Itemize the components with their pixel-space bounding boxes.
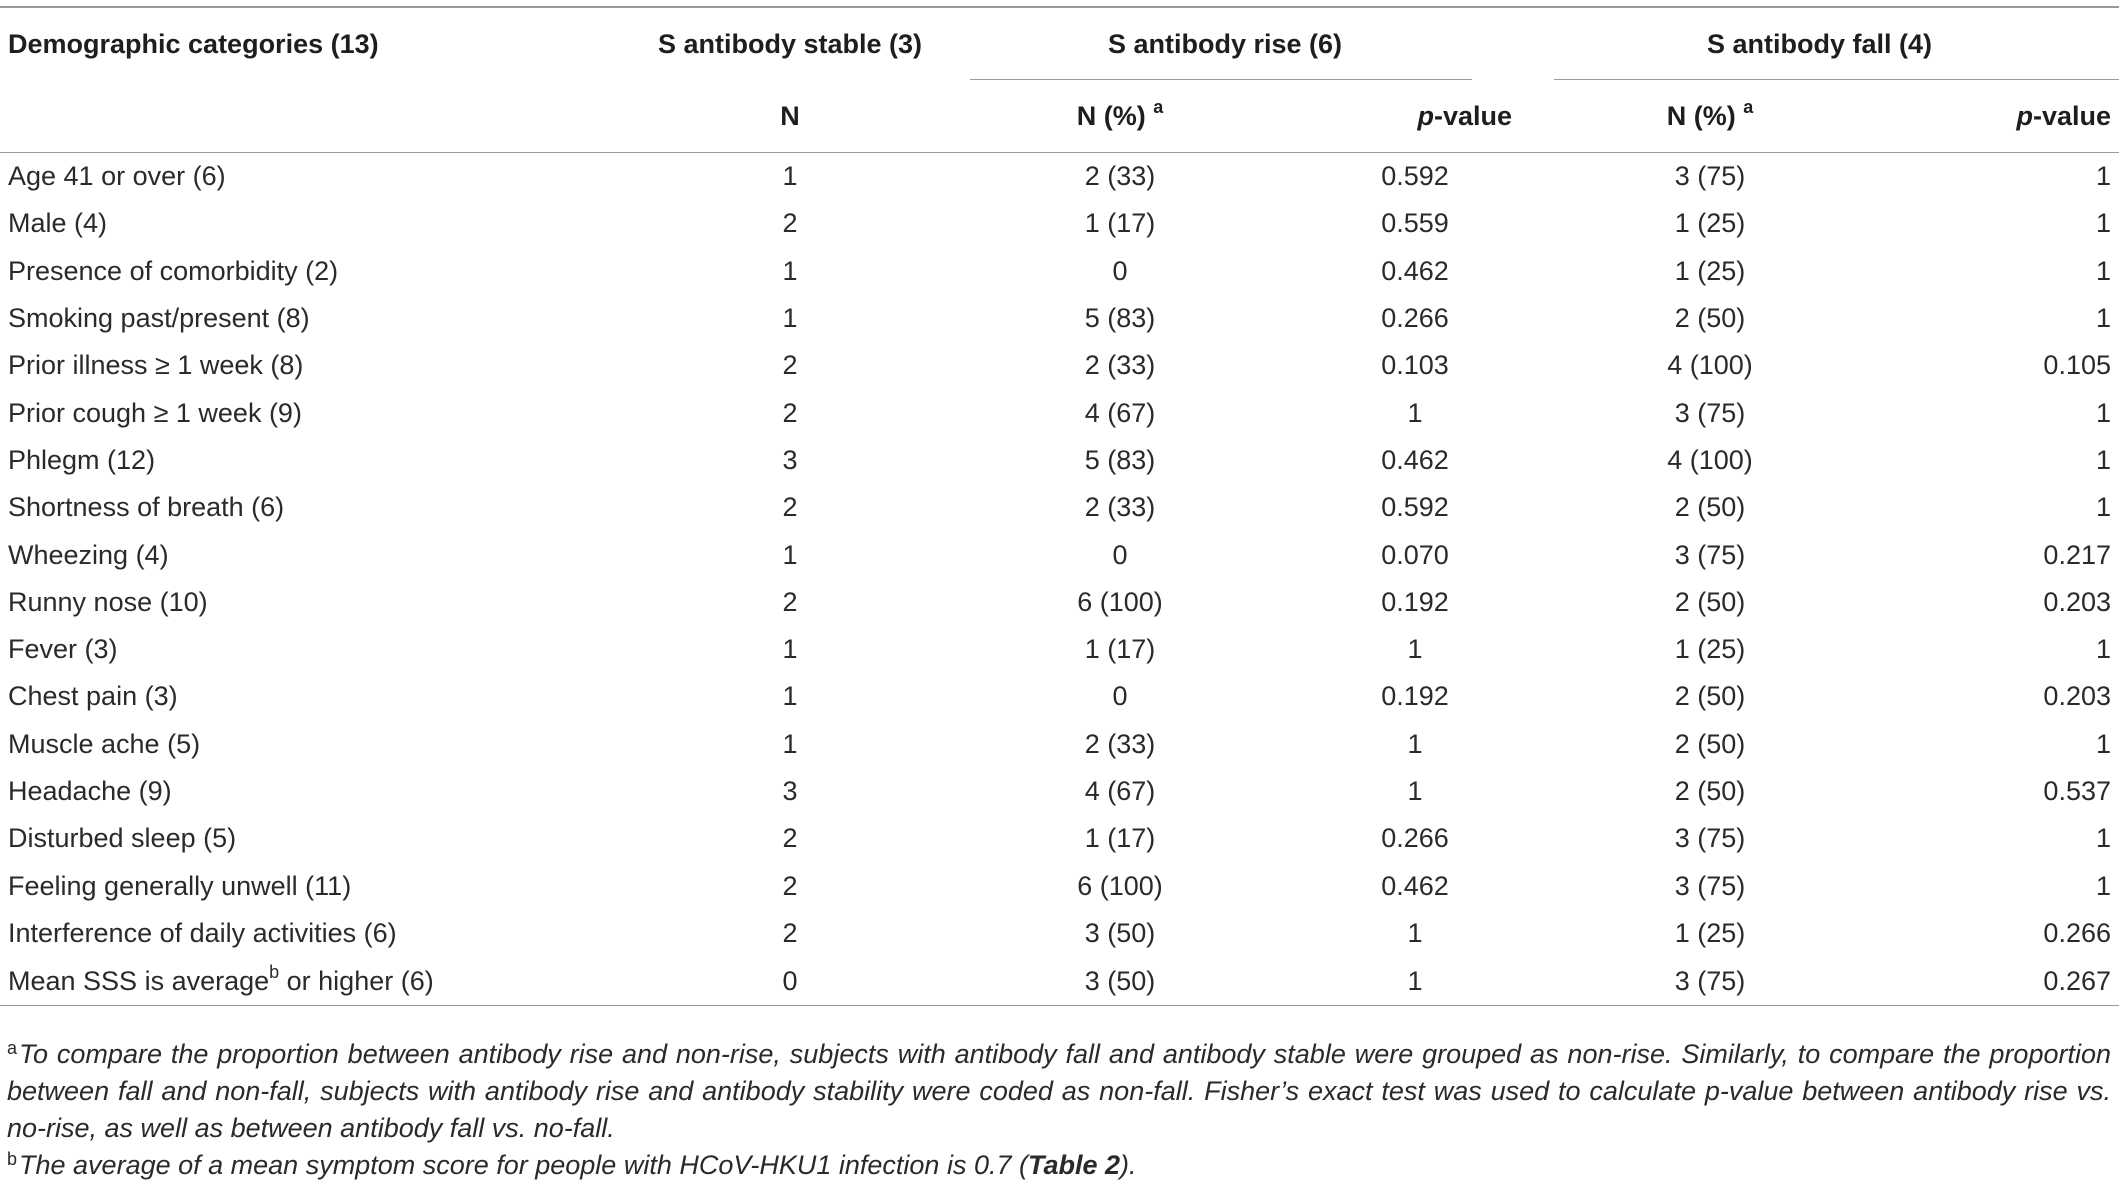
p-italic: p: [2016, 100, 2033, 131]
cell-fall-p-value: 0.203: [2043, 681, 2111, 712]
subheader-rise-p-value: [1310, 80, 1520, 153]
cell-stable-n: 1: [782, 634, 798, 665]
table-body: [0, 153, 2119, 1006]
footnote-marker-b: b: [269, 961, 280, 982]
cell-rise-n-pct: 1 (17): [1084, 634, 1156, 665]
cell-fall-p-value: 1: [2095, 208, 2111, 239]
footnote-a: [7, 1036, 2111, 1147]
cell-fall-p-value: 0.537: [2043, 776, 2111, 806]
cell-rise-p-value: 0.266: [1381, 823, 1449, 854]
cell-fall-n-pct: 2 (50): [1674, 586, 1746, 617]
subheader-rise-n-pct: [930, 80, 1310, 153]
row-label: Chest pain (3): [8, 681, 178, 712]
row-label-text: Mean SSS is average: [8, 965, 270, 996]
table-footnotes: [7, 1036, 2111, 1184]
cell-rise-p-value: 0.266: [1381, 303, 1449, 334]
cell-fall-n-pct: 4 (100): [1667, 444, 1753, 475]
cell-fall-p-value: 1: [2095, 823, 2111, 854]
row-label: Disturbed sleep (5): [8, 823, 237, 854]
header-antibody-fall-label: S antibody fall (4): [1706, 28, 1933, 59]
cell-stable-n: 1: [782, 681, 798, 712]
cell-stable-n: 1: [782, 255, 798, 286]
header-antibody-rise-label: S antibody rise (6): [1107, 28, 1343, 59]
cell-fall-n-pct: 2 (50): [1674, 492, 1746, 523]
cell-fall-p-value: 0.266: [2043, 917, 2111, 948]
table-row: [0, 626, 2119, 673]
table-row-last: [0, 957, 2119, 1006]
row-label: Smoking past/present (8): [8, 303, 310, 334]
row-label: Fever (3): [8, 634, 118, 665]
cell-fall-p-value: 1: [2095, 728, 2111, 759]
footnote-marker-a: a: [1743, 96, 1754, 117]
subheader-fall-n-pct: [1520, 80, 1900, 153]
footnote-b-text: The average of a mean symptom score for people with HCoV-HKU1 infection is 0.7 (: [19, 1150, 1028, 1180]
cell-rise-n-pct: 2 (33): [1084, 728, 1156, 759]
cell-fall-p-value: 1: [2095, 444, 2111, 475]
cell-stable-n: 1: [782, 728, 798, 759]
table-row: [0, 200, 2119, 247]
cell-rise-n-pct: 1 (17): [1084, 823, 1156, 854]
table-row: [0, 815, 2119, 862]
cell-rise-n-pct: 6 (100): [1077, 870, 1163, 901]
header-antibody-fall: [1520, 7, 2119, 80]
row-label: Prior illness ≥ 1 week (8): [8, 350, 304, 381]
cell-stable-n: 1: [782, 303, 798, 334]
cell-fall-p-value: 1: [2095, 397, 2111, 428]
cell-rise-n-pct: 1 (17): [1084, 208, 1156, 239]
table-row: [0, 862, 2119, 909]
cell-stable-n: 1: [782, 161, 798, 192]
cell-fall-n-pct: 3 (75): [1674, 823, 1746, 854]
cell-rise-p-value: 0.592: [1381, 492, 1449, 523]
cell-rise-p-value: 1: [1407, 776, 1423, 806]
cell-rise-p-value: 0.592: [1381, 161, 1449, 192]
subheader-rise-n-pct-label: N (%): [1076, 100, 1146, 131]
table-row: [0, 484, 2119, 531]
cell-rise-p-value: 0.103: [1381, 350, 1449, 381]
row-label-text-rest: or higher (6): [279, 965, 434, 996]
cell-rise-p-value: 1: [1407, 397, 1423, 428]
table-row: [0, 437, 2119, 484]
row-label: Presence of comorbidity (2): [8, 255, 339, 286]
table-row: [0, 295, 2119, 342]
row-label: Wheezing (4): [8, 539, 169, 570]
cell-rise-p-value: 0.070: [1381, 539, 1449, 570]
cell-rise-n-pct: 5 (83): [1084, 444, 1156, 475]
table-row: [0, 673, 2119, 720]
cell-rise-p-value: 1: [1407, 917, 1423, 948]
cell-stable-n: 3: [782, 444, 798, 475]
cell-rise-n-pct: 6 (100): [1077, 586, 1163, 617]
cell-rise-n-pct: 2 (33): [1084, 350, 1156, 381]
cell-rise-p-value: 1: [1407, 728, 1423, 759]
cell-fall-p-value: 0.267: [1900, 957, 2119, 1006]
row-label: Headache (9): [8, 776, 172, 806]
footnote-marker-a: a: [1153, 96, 1164, 117]
cell-fall-p-value: 0.203: [2043, 586, 2111, 617]
table-row: [0, 768, 2119, 815]
cell-stable-n: 2: [782, 917, 798, 948]
footnote-a-text: To compare the proportion between antibody rise and non-rise, subjects with antibody fall and antibody stable were grouped as non-rise. Similarly, to compare the proportion between fall and non-fall, subjects with antibody rise and antibody stability were coded as non-fall. Fisher’s exact test was used to calculate p-value between antibody rise vs. no-rise, as well as between antibody fall vs. no-fall.: [7, 1039, 2111, 1143]
row-label: Age 41 or over (6): [8, 161, 226, 192]
footnote-b-text-end: ).: [1120, 1150, 1137, 1180]
cell-rise-p-value: 0.192: [1381, 586, 1449, 617]
cell-fall-p-value: 1: [2095, 492, 2111, 523]
group-rule-fall: [1554, 79, 2119, 80]
cell-fall-n-pct: 1 (25): [1674, 634, 1746, 665]
footnote-a-marker: a: [7, 1038, 18, 1058]
cell-rise-n-pct: 5 (83): [1084, 303, 1156, 334]
row-label: Phlegm (12): [8, 444, 156, 475]
cell-fall-n-pct: 2 (50): [1674, 776, 1746, 806]
cell-fall-n-pct: 3 (75): [1674, 161, 1746, 192]
cell-fall-n-pct: 3 (75): [1674, 870, 1746, 901]
p-value-suffix: -value: [2032, 100, 2111, 131]
header-row-groups: [0, 7, 2119, 80]
cell-rise-p-value: 0.462: [1381, 870, 1449, 901]
row-label: Muscle ache (5): [8, 728, 201, 759]
cell-stable-n: 2: [782, 208, 798, 239]
cell-rise-n-pct: 0: [1112, 681, 1128, 712]
table-row: [0, 389, 2119, 436]
cell-fall-n-pct: 3 (75): [1520, 957, 1900, 1006]
subheader-fall-p-value: [1900, 80, 2119, 153]
cell-rise-n-pct: 0: [1112, 255, 1128, 286]
table-row: [0, 342, 2119, 389]
cell-rise-p-value: 0.462: [1381, 255, 1449, 286]
cell-fall-n-pct: 2 (50): [1674, 728, 1746, 759]
cell-fall-n-pct: 1 (25): [1674, 208, 1746, 239]
table-row: [0, 910, 2119, 957]
header-antibody-stable: S antibody stable (3): [658, 28, 923, 59]
cell-rise-n-pct: 3 (50): [930, 957, 1310, 1006]
cell-fall-n-pct: 2 (50): [1674, 681, 1746, 712]
subheader-fall-n-pct-label: N (%): [1666, 100, 1736, 131]
row-label: Prior cough ≥ 1 week (9): [8, 397, 302, 428]
cell-fall-p-value: 1: [2095, 161, 2111, 192]
table-row: [0, 721, 2119, 768]
p-value-suffix: -value: [1433, 100, 1512, 131]
header-empty-cell: [0, 80, 650, 153]
cell-rise-n-pct: 2 (33): [1084, 492, 1156, 523]
row-label: [0, 957, 650, 1006]
footnote-b-marker: b: [7, 1149, 18, 1169]
row-label: Runny nose (10): [8, 586, 208, 617]
header-demographic-categories: Demographic categories (13): [8, 28, 379, 59]
header-row-subcolumns: [0, 80, 2119, 153]
table-row: [0, 531, 2119, 578]
cell-rise-p-value: 1: [1407, 634, 1423, 665]
table-row: [0, 579, 2119, 626]
footnote-b-table-ref: Table 2: [1027, 1150, 1121, 1180]
cell-stable-n: 2: [782, 350, 798, 381]
cell-fall-p-value: 1: [2095, 634, 2111, 665]
subheader-stable-n: N: [650, 80, 930, 153]
cell-fall-p-value: 0.217: [2043, 539, 2111, 570]
cell-rise-n-pct: 0: [1112, 539, 1128, 570]
cell-rise-p-value: 0.462: [1381, 444, 1449, 475]
table-row: [0, 248, 2119, 295]
cell-stable-n: 2: [782, 870, 798, 901]
cell-rise-p-value: 1: [1310, 957, 1520, 1006]
footnote-b: [7, 1147, 2111, 1184]
header-antibody-rise: [930, 7, 1520, 80]
cell-rise-n-pct: 4 (67): [1084, 397, 1156, 428]
cell-stable-n: 1: [782, 539, 798, 570]
table-row: [0, 153, 2119, 201]
cell-rise-p-value: 0.559: [1381, 208, 1449, 239]
cell-rise-n-pct: 2 (33): [1084, 161, 1156, 192]
cell-stable-n: 2: [782, 492, 798, 523]
cell-stable-n: 0: [650, 957, 930, 1006]
cell-stable-n: 2: [782, 823, 798, 854]
cell-fall-n-pct: 1 (25): [1674, 255, 1746, 286]
cell-fall-p-value: 1: [2095, 870, 2111, 901]
cell-rise-n-pct: 3 (50): [1084, 917, 1156, 948]
cell-rise-p-value: 0.192: [1381, 681, 1449, 712]
row-label: Shortness of breath (6): [8, 492, 285, 523]
row-label: Male (4): [8, 208, 108, 239]
cell-fall-p-value: 1: [2095, 303, 2111, 334]
cell-rise-n-pct: 4 (67): [1084, 776, 1156, 806]
cell-fall-n-pct: 2 (50): [1674, 303, 1746, 334]
cell-fall-p-value: 1: [2095, 255, 2111, 286]
results-table: [0, 6, 2119, 1006]
row-label: Feeling generally unwell (11): [8, 870, 352, 901]
cell-fall-n-pct: 3 (75): [1674, 539, 1746, 570]
p-italic: p: [1417, 100, 1434, 131]
cell-fall-n-pct: 1 (25): [1674, 917, 1746, 948]
cell-fall-p-value: 0.105: [2043, 350, 2111, 381]
group-rule-rise: [970, 79, 1472, 80]
cell-stable-n: 2: [782, 586, 798, 617]
cell-fall-n-pct: 3 (75): [1674, 397, 1746, 428]
cell-stable-n: 3: [782, 776, 798, 806]
row-label: Interference of daily activities (6): [8, 917, 397, 948]
cell-fall-n-pct: 4 (100): [1667, 350, 1753, 381]
cell-stable-n: 2: [782, 397, 798, 428]
